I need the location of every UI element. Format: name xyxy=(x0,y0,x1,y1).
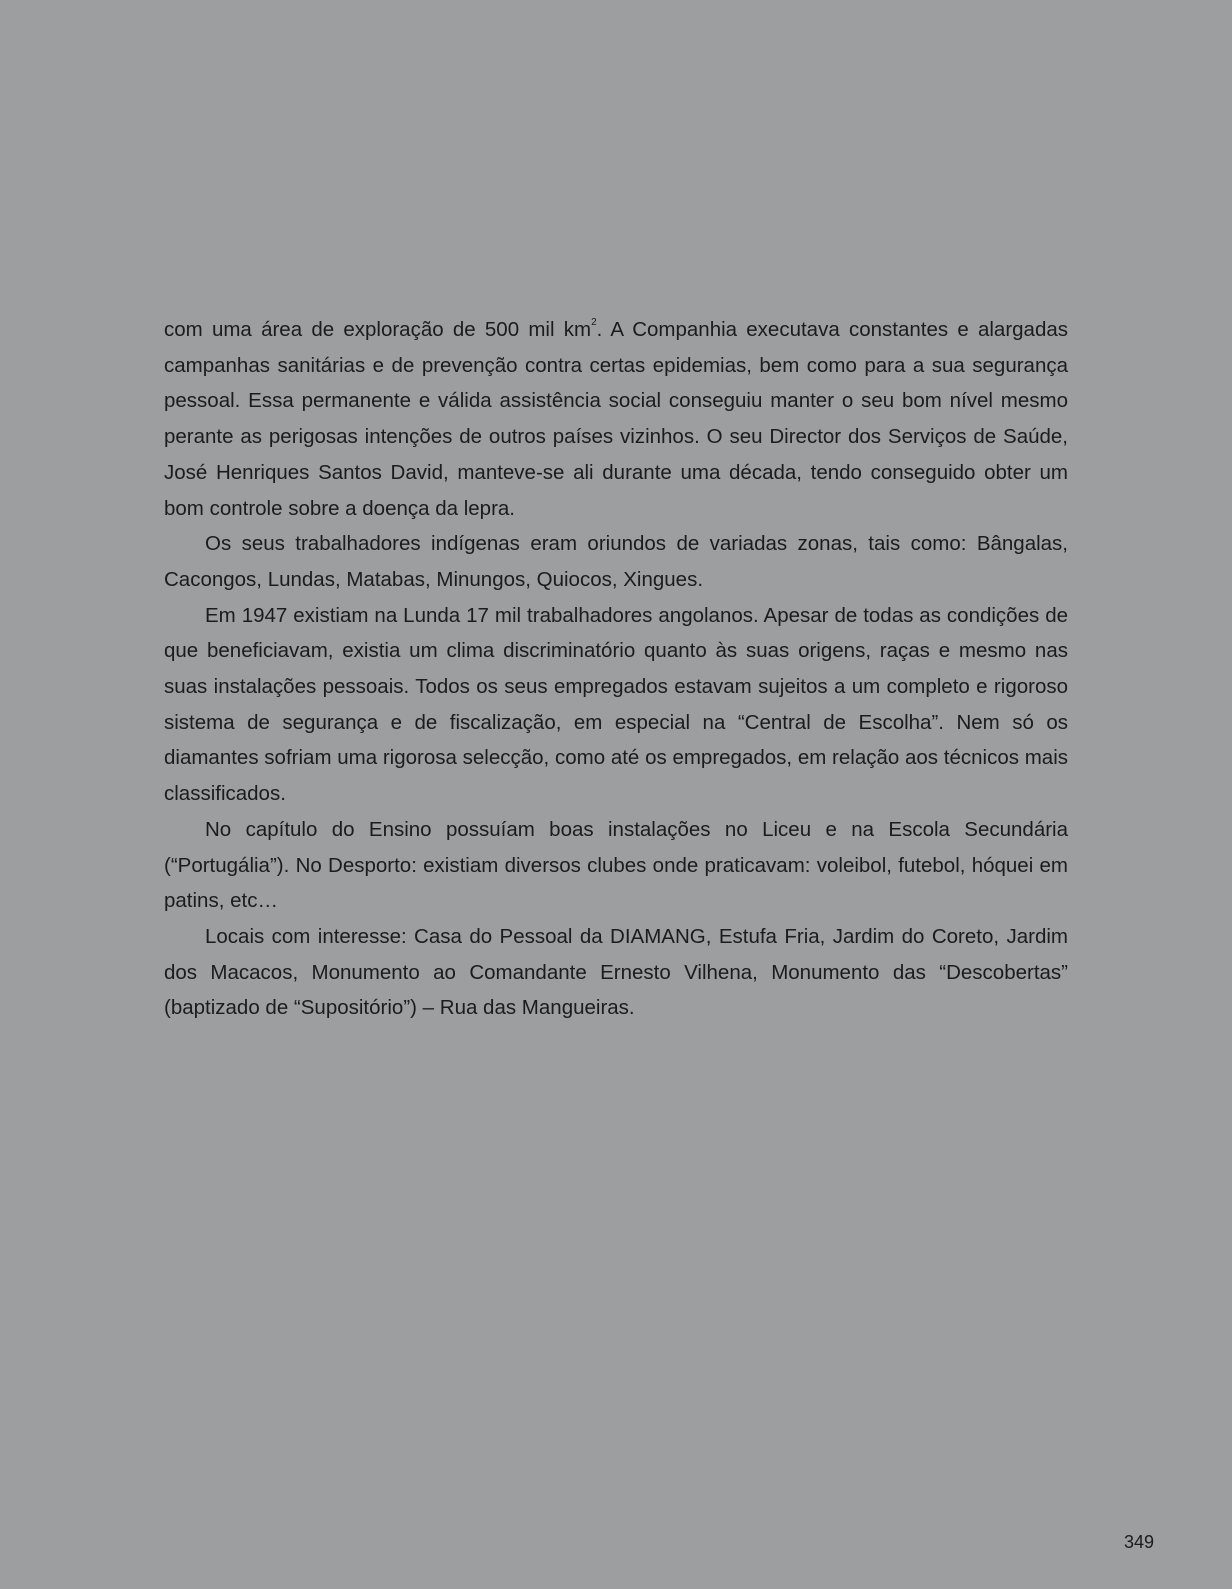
paragraph-3: Em 1947 existiam na Lunda 17 mil trabalhadores angolanos. Apesar de todas as condições de que beneficiavam, existia um clima discriminatório quanto às suas origens, raças e mesmo nas suas instalações pessoais. Todos os seus empregados estavam sujeitos a um completo e rigoroso sistema de segurança e de fiscalização, em especial na “Central de Escolha”. Nem só os diamantes sofriam uma rigorosa selecção, como até os empregados, em relação aos técnicos mais classificados. xyxy=(164,603,1068,806)
page-body xyxy=(164,312,1068,1026)
paragraph-1 xyxy=(164,312,1068,526)
paragraph-2: Os seus trabalhadores indígenas eram oriundos de variadas zonas, tais como: Bângalas, Cacongos, Lundas, Matabas, Minungos, Quiocos, Xingues. xyxy=(164,532,1068,591)
paragraph-1-text-end: . A Companhia executava constantes e alargadas campanhas sanitárias e de prevenção contra certas epidemias, bem como para a sua segurança pessoal. Essa permanente e válida assistência social conseguiu manter o seu bom nível mesmo perante as perigosas intenções de outros países vizinhos. O seu Director dos Serviços de Saúde, José Henriques Santos David, manteve-se ali durante uma década, tendo conseguido obter um bom controle sobre a doença da lepra. xyxy=(164,318,1068,520)
page-number: 349 xyxy=(1124,1532,1155,1552)
paragraph-4: No capítulo do Ensino possuíam boas instalações no Liceu e na Escola Secundária (“Portugália”). No Desporto: existiam diversos clubes onde praticavam: voleibol, futebol, hóquei em patins, etc… xyxy=(164,817,1068,913)
paragraph-1-text-start: com uma área de exploração de 500 mil km xyxy=(164,318,592,341)
paragraph-5: Locais com interesse: Casa do Pessoal da DIAMANG, Estufa Fria, Jardim do Coreto, Jardim dos Macacos, Monumento ao Comandante Ernesto Vilhena, Monumento das “Descobertas” (baptizado de “Supositório”) – Rua das Mangueiras. xyxy=(164,924,1068,1020)
superscript-2: 2 xyxy=(591,317,597,329)
